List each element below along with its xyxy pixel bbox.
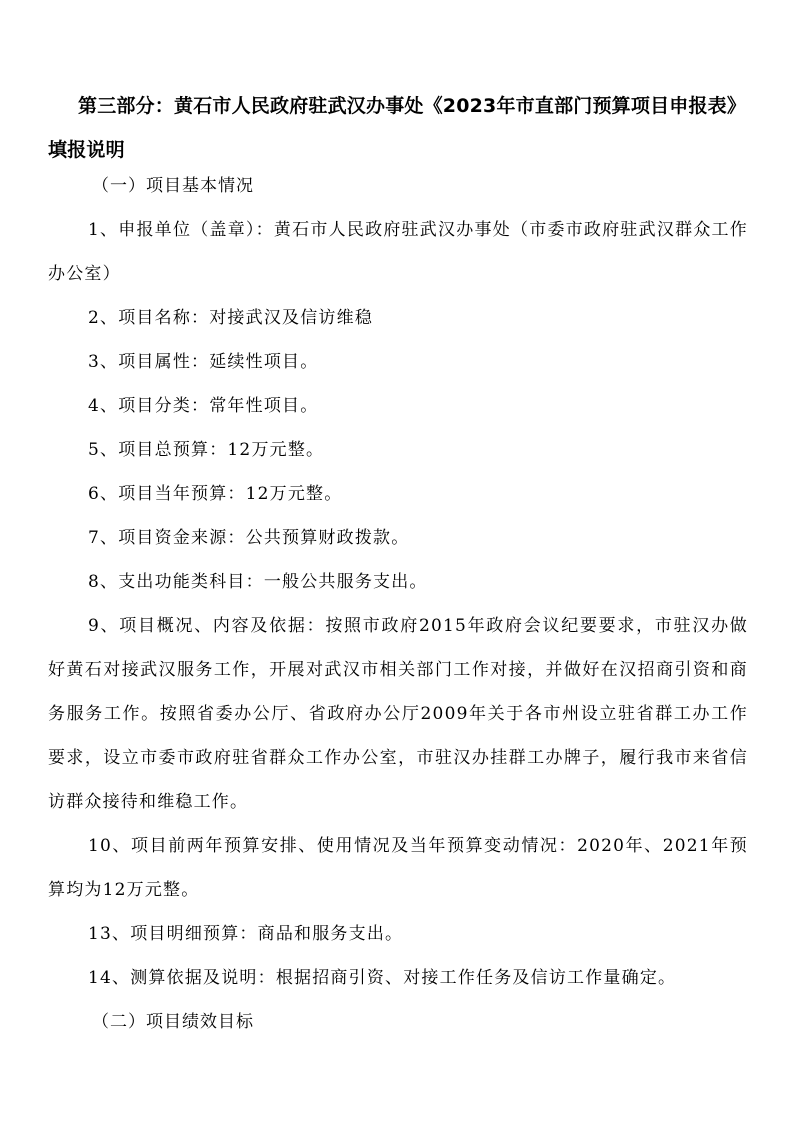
item-reporting-unit: 1、申报单位（盖章）：黄石市人民政府驻武汉办事处（市委市政府驻武汉群众工作办公室） — [48, 220, 748, 284]
item-total-budget: 5、项目总预算：12万元整。 — [88, 440, 325, 460]
item-annual-budget: 6、项目当年预算：12万元整。 — [88, 484, 343, 504]
document-title: 第三部分：黄石市人民政府驻武汉办事处《2023年市直部门预算项目申报表》填报说明 — [48, 95, 747, 161]
item-project-name: 2、项目名称：对接武汉及信访维稳 — [88, 308, 374, 328]
item-budget-history: 10、项目前两年预算安排、使用情况及当年预算变动情况：2020年、2021年预算均为12万元整。 — [48, 836, 748, 900]
item-expenditure-category: 8、支出功能类科目：一般公共服务支出。 — [88, 572, 428, 592]
section-heading-basic-info: （一）项目基本情况 — [92, 176, 254, 196]
item-detailed-budget: 13、项目明细预算：商品和服务支出。 — [88, 924, 404, 944]
item-funding-source: 7、项目资金来源：公共预算财政拨款。 — [88, 528, 410, 548]
section-heading-performance-goals: （二）项目绩效目标 — [92, 1012, 254, 1032]
item-project-attribute: 3、项目属性：延续性项目。 — [88, 352, 319, 372]
item-project-overview: 9、项目概况、内容及依据：按照市政府2015年政府会议纪要要求，市驻汉办做好黄石对接武汉服务工作，开展对武汉市相关部门工作对接，并做好在汉招商引资和商务服务工作。按照省委办公厅、省政府办公厅2009年关于各市州设立驻省群工办工作要求，设立市委市政府驻省群众工作办公室，市驻汉办挂群工办牌子，履行我市来省信访群众接待和维稳工作。 — [48, 616, 748, 812]
item-calculation-basis: 14、测算依据及说明：根据招商引资、对接工作任务及信访工作量确定。 — [88, 968, 677, 988]
item-project-category: 4、项目分类：常年性项目。 — [88, 396, 319, 416]
